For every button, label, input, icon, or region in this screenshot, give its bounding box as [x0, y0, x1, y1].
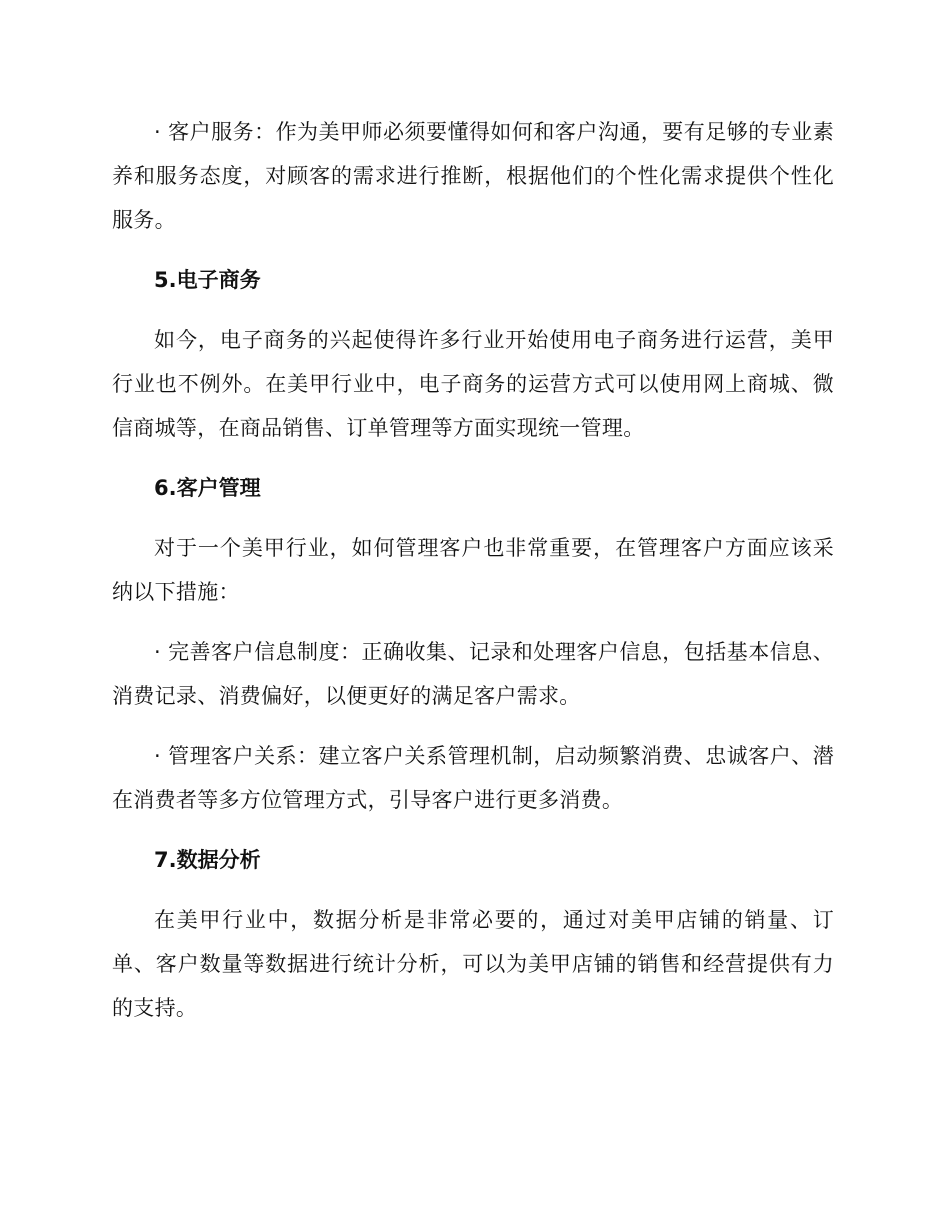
paragraph-data-analysis: 在美甲行业中，数据分析是非常必要的，通过对美甲店铺的销量、订单、客户数量等数据进行统计分析，可以为美甲店铺的销售和经营提供有力的支持。: [112, 908, 834, 1020]
heading-customer-management: 6.客户管理: [154, 476, 261, 500]
heading-ecommerce: 5.电子商务: [154, 268, 261, 292]
paragraph-customer-relationship: · 管理客户关系：建立客户关系管理机制，启动频繁消费、忠诚客户、潜在消费者等多方位管理方式，引导客户进行更多消费。: [112, 744, 834, 812]
heading-data-analysis: 7.数据分析: [154, 848, 261, 872]
paragraph-customer-service: · 客户服务：作为美甲师必须要懂得如何和客户沟通，要有足够的专业素养和服务态度，对顾客的需求进行推断，根据他们的个性化需求提供个性化服务。: [112, 120, 834, 232]
paragraph-ecommerce: 如今，电子商务的兴起使得许多行业开始使用电子商务进行运营，美甲行业也不例外。在美甲行业中，电子商务的运营方式可以使用网上商城、微信商城等，在商品销售、订单管理等方面实现统一管理。: [112, 328, 834, 440]
document-page: [112, 110, 834, 1030]
paragraph-customer-management-intro: 对于一个美甲行业，如何管理客户也非常重要，在管理客户方面应该采纳以下措施：: [112, 536, 834, 604]
paragraph-customer-info-system: · 完善客户信息制度：正确收集、记录和处理客户信息，包括基本信息、消费记录、消费偏好，以便更好的满足客户需求。: [112, 640, 834, 708]
